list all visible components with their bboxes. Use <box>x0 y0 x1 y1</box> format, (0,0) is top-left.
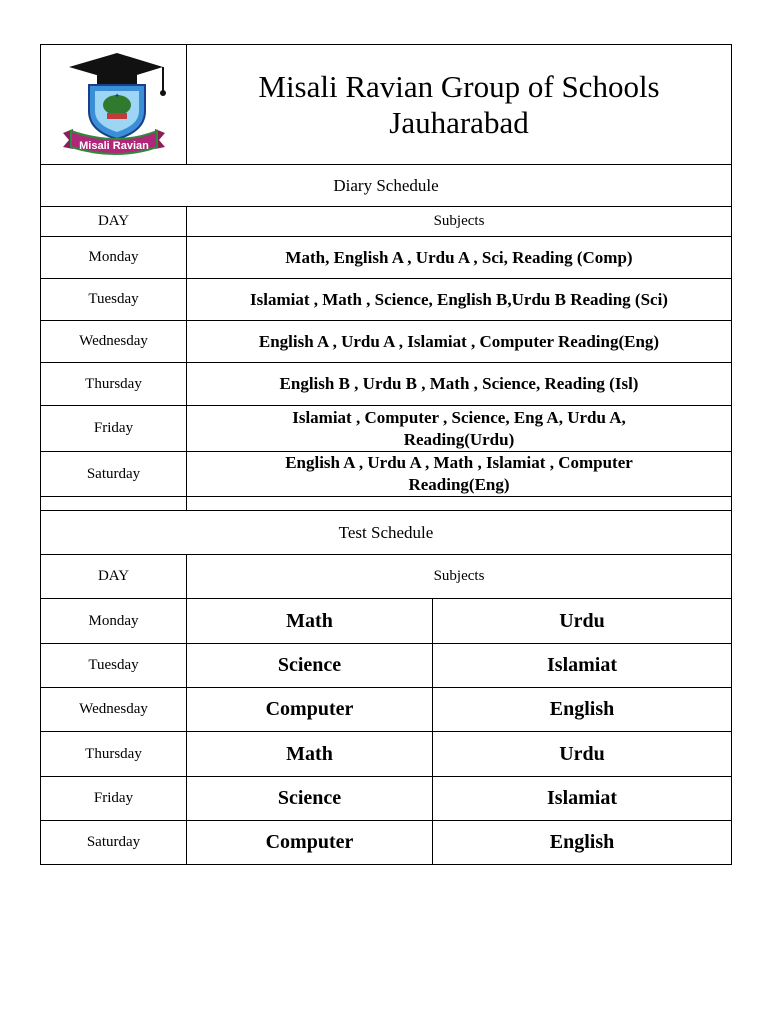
logo-banner-text: Misali Ravian <box>78 139 149 152</box>
school-logo <box>59 51 169 159</box>
diary-day: Thursday <box>41 363 187 406</box>
test-title-row <box>41 511 732 555</box>
diary-row <box>41 237 732 279</box>
test-schedule-title: Test Schedule <box>41 511 732 555</box>
test-subject-1: Computer <box>187 688 433 732</box>
diary-day: Friday <box>41 406 187 452</box>
school-location: Jauharabad <box>389 104 529 140</box>
test-row <box>41 688 732 732</box>
diary-subjects: English B , Urdu B , Math , Science, Reading (Isl) <box>187 363 732 406</box>
test-subject-1: Math <box>187 732 433 777</box>
test-subject-2: English <box>433 821 732 865</box>
diary-subjects-header: Subjects <box>187 207 732 237</box>
test-subject-2: Islamiat <box>433 644 732 688</box>
test-day: Tuesday <box>41 644 187 688</box>
diary-title-row <box>41 165 732 207</box>
diary-day: Tuesday <box>41 279 187 321</box>
diary-subjects: English A , Urdu A , Islamiat , Computer Reading(Eng) <box>187 321 732 363</box>
test-day: Monday <box>41 599 187 644</box>
test-header-row <box>41 555 732 599</box>
diary-day: Monday <box>41 237 187 279</box>
school-name: Misali Ravian Group of Schools <box>258 68 660 104</box>
test-row <box>41 777 732 821</box>
test-row <box>41 644 732 688</box>
test-day: Saturday <box>41 821 187 865</box>
diary-header-row <box>41 207 732 237</box>
test-subject-1: Science <box>187 644 433 688</box>
test-subject-2: Urdu <box>433 599 732 644</box>
test-day: Thursday <box>41 732 187 777</box>
diary-row <box>41 279 732 321</box>
test-day: Friday <box>41 777 187 821</box>
diary-day-header: DAY <box>41 207 187 237</box>
svg-text:✦: ✦ <box>113 91 120 100</box>
test-subject-1: Math <box>187 599 433 644</box>
diary-row <box>41 321 732 363</box>
test-day-header: DAY <box>41 555 187 599</box>
diary-row <box>41 406 732 452</box>
header-row <box>41 45 732 165</box>
test-row <box>41 821 732 865</box>
diary-subjects: Islamiat , Computer , Science, Eng A, Urdu A, Reading(Urdu) <box>187 406 732 452</box>
test-day: Wednesday <box>41 688 187 732</box>
test-subject-2: Islamiat <box>433 777 732 821</box>
test-subjects-header: Subjects <box>187 555 732 599</box>
diary-subjects: Islamiat , Math , Science, English B,Urdu B Reading (Sci) <box>187 279 732 321</box>
test-subject-1: Science <box>187 777 433 821</box>
diary-row <box>41 363 732 406</box>
test-subject-2: Urdu <box>433 732 732 777</box>
diary-day: Saturday <box>41 452 187 497</box>
spacer-cell <box>41 497 187 511</box>
diary-schedule-title: Diary Schedule <box>41 165 732 207</box>
test-subject-1: Computer <box>187 821 433 865</box>
diary-subjects: Math, English A , Urdu A , Sci, Reading (Comp) <box>187 237 732 279</box>
logo-cell <box>41 45 187 165</box>
test-subject-2: English <box>433 688 732 732</box>
diary-day: Wednesday <box>41 321 187 363</box>
test-row <box>41 599 732 644</box>
section-spacer-row <box>41 497 732 511</box>
spacer-cell <box>187 497 732 511</box>
schedule-sheet <box>40 44 732 865</box>
diary-subjects: English A , Urdu A , Math , Islamiat , Computer Reading(Eng) <box>187 452 732 497</box>
test-row <box>41 732 732 777</box>
school-title-cell <box>187 45 732 165</box>
diary-row <box>41 452 732 497</box>
